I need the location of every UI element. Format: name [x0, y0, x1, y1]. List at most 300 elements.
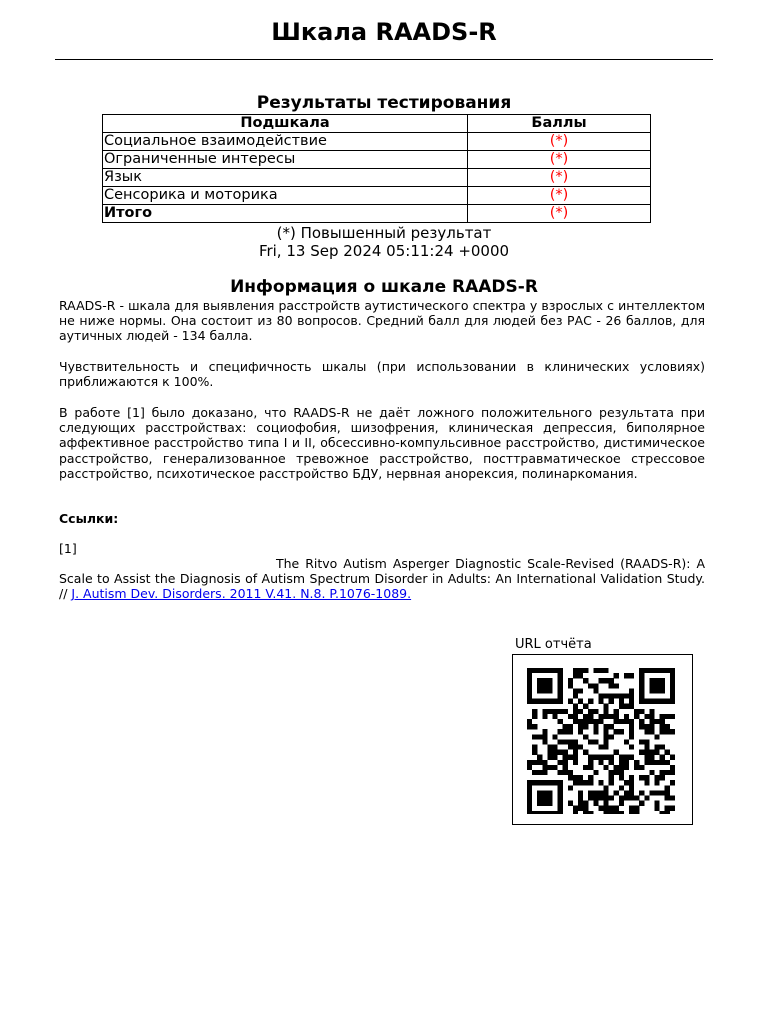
qr-module: [629, 688, 634, 693]
qr-module: [598, 668, 603, 673]
qr-module: [593, 724, 598, 729]
qr-module: [665, 668, 670, 673]
qr-module: [629, 724, 634, 729]
qr-module: [624, 714, 629, 719]
qr-module: [542, 709, 547, 714]
qr-module: [665, 699, 670, 704]
qr-module: [558, 801, 563, 806]
qr-module: [542, 770, 547, 775]
qr-module: [558, 699, 563, 704]
qr-module: [547, 811, 552, 814]
qr-module: [604, 796, 609, 801]
qr-module: [609, 678, 614, 683]
subscale-score: (*): [468, 133, 651, 151]
qr-module: [604, 801, 609, 806]
qr-module: [542, 734, 547, 739]
qr-module: [578, 719, 583, 724]
qr-module: [619, 729, 624, 734]
qr-module: [588, 719, 593, 724]
qr-module: [588, 811, 593, 814]
qr-module: [619, 775, 624, 780]
qr-module: [614, 765, 619, 770]
qr-module: [542, 714, 547, 719]
qr-module: [624, 755, 629, 760]
qr-module: [639, 750, 644, 755]
qr-module: [609, 694, 614, 699]
qr-module: [629, 790, 634, 795]
qr-module: [660, 683, 665, 688]
qr-module: [609, 811, 614, 814]
qr-module: [527, 699, 532, 704]
qr-module: [634, 714, 639, 719]
qr-module: [573, 719, 578, 724]
qr-module: [649, 678, 654, 683]
qr-module: [644, 750, 649, 755]
qr-module: [527, 683, 532, 688]
qr-module: [624, 739, 629, 744]
qr-module: [639, 719, 644, 724]
qr-module: [629, 704, 634, 709]
table-row: [103, 151, 651, 169]
qr-module: [670, 688, 675, 693]
qr-module: [655, 790, 660, 795]
qr-module: [619, 785, 624, 790]
qr-module: [547, 755, 552, 760]
qr-module: [629, 780, 634, 785]
qr-module: [547, 688, 552, 693]
qr-module: [537, 801, 542, 806]
qr-module: [537, 688, 542, 693]
qr-module: [588, 709, 593, 714]
qr-module: [532, 734, 537, 739]
results-table: [102, 114, 651, 223]
qr-module: [604, 734, 609, 739]
subscale-score: (*): [468, 169, 651, 187]
qr-module: [547, 668, 552, 673]
qr-module: [649, 770, 654, 775]
qr-code: [527, 668, 679, 814]
qr-module: [629, 755, 634, 760]
qr-module: [604, 729, 609, 734]
qr-module: [670, 683, 675, 688]
qr-module: [644, 739, 649, 744]
qr-module: [665, 714, 670, 719]
qr-module: [624, 790, 629, 795]
qr-module: [644, 755, 649, 760]
qr-module: [578, 780, 583, 785]
table-header-row: [103, 115, 651, 133]
qr-module: [639, 801, 644, 806]
qr-module: [629, 694, 634, 699]
qr-module: [593, 719, 598, 724]
reference-entry: [59, 556, 705, 602]
qr-module: [537, 780, 542, 785]
qr-module: [624, 765, 629, 770]
qr-module: [649, 729, 654, 734]
qr-module: [573, 760, 578, 765]
table-row: [103, 169, 651, 187]
qr-module: [583, 704, 588, 709]
qr-module: [609, 734, 614, 739]
qr-module: [624, 673, 629, 678]
qr-module: [614, 714, 619, 719]
qr-module: [547, 678, 552, 683]
qr-module: [553, 734, 558, 739]
qr-module: [604, 785, 609, 790]
qr-module: [670, 770, 675, 775]
qr-module: [614, 673, 619, 678]
qr-module: [670, 694, 675, 699]
qr-module: [558, 750, 563, 755]
qr-module: [578, 673, 583, 678]
qr-module: [578, 796, 583, 801]
qr-module: [537, 734, 542, 739]
qr-module: [532, 699, 537, 704]
qr-module: [568, 785, 573, 790]
qr-module: [542, 780, 547, 785]
qr-module: [578, 668, 583, 673]
qr-module: [558, 796, 563, 801]
qr-module: [614, 683, 619, 688]
qr-module: [547, 780, 552, 785]
qr-code-frame: [512, 654, 693, 825]
qr-module: [665, 770, 670, 775]
qr-module: [578, 790, 583, 795]
qr-module: [644, 796, 649, 801]
qr-module: [593, 755, 598, 760]
qr-module: [614, 811, 619, 814]
qr-module: [578, 806, 583, 811]
qr-module: [670, 755, 675, 760]
qr-module: [558, 694, 563, 699]
qr-module: [578, 775, 583, 780]
total-score: (*): [468, 205, 651, 223]
qr-module: [563, 709, 568, 714]
qr-module: [558, 729, 563, 734]
qr-module: [573, 709, 578, 714]
qr-module: [655, 719, 660, 724]
qr-module: [655, 668, 660, 673]
qr-module: [573, 714, 578, 719]
reference-link[interactable]: J. Autism Dev. Disorders. 2011 V.41. N.8. P.1076-1089.: [71, 586, 412, 602]
qr-module: [542, 796, 547, 801]
qr-module: [573, 745, 578, 750]
qr-module: [593, 770, 598, 775]
qr-module: [598, 760, 603, 765]
qr-module: [670, 729, 675, 734]
qr-module: [588, 714, 593, 719]
qr-module: [583, 765, 588, 770]
qr-module: [619, 796, 624, 801]
qr-module: [629, 734, 634, 739]
qr-module: [563, 765, 568, 770]
qr-module: [573, 739, 578, 744]
qr-module: [598, 755, 603, 760]
qr-module: [558, 719, 563, 724]
page-title: Шкала RAADS-R: [271, 18, 497, 46]
qr-module: [532, 724, 537, 729]
qr-module: [558, 760, 563, 765]
subscale-score: (*): [468, 151, 651, 169]
qr-module: [568, 699, 573, 704]
qr-module: [660, 745, 665, 750]
qr-module: [542, 678, 547, 683]
qr-module: [655, 734, 660, 739]
qr-module: [655, 780, 660, 785]
qr-module: [583, 734, 588, 739]
qr-module: [573, 694, 578, 699]
qr-module: [598, 719, 603, 724]
qr-module: [583, 719, 588, 724]
qr-module: [527, 724, 532, 729]
qr-module: [537, 668, 542, 673]
qr-module: [568, 770, 573, 775]
qr-module: [547, 750, 552, 755]
qr-module: [593, 801, 598, 806]
qr-module: [573, 806, 578, 811]
qr-module: [609, 714, 614, 719]
qr-module: [558, 673, 563, 678]
qr-module: [660, 770, 665, 775]
qr-module: [553, 750, 558, 755]
qr-module: [634, 811, 639, 814]
qr-module: [660, 811, 665, 814]
qr-module: [619, 760, 624, 765]
qr-module: [588, 765, 593, 770]
qr-module: [598, 806, 603, 811]
qr-module: [553, 714, 558, 719]
qr-module: [583, 806, 588, 811]
qr-module: [568, 745, 573, 750]
qr-module: [573, 775, 578, 780]
qr-module: [537, 796, 542, 801]
qr-module: [655, 699, 660, 704]
qr-module: [670, 714, 675, 719]
qr-module: [644, 775, 649, 780]
qr-module: [558, 780, 563, 785]
qr-module: [588, 699, 593, 704]
qr-module: [604, 745, 609, 750]
qr-module: [598, 694, 603, 699]
qr-module: [619, 699, 624, 704]
qr-module: [660, 760, 665, 765]
qr-module: [639, 668, 644, 673]
qr-module: [547, 765, 552, 770]
qr-module: [649, 714, 654, 719]
qr-module: [614, 750, 619, 755]
qr-module: [583, 780, 588, 785]
qr-module: [609, 770, 614, 775]
qr-module: [634, 709, 639, 714]
qr-module: [634, 760, 639, 765]
info-heading: Информация о шкале RAADS-R: [230, 277, 538, 297]
qr-module: [527, 673, 532, 678]
qr-module: [660, 724, 665, 729]
qr-module: [629, 729, 634, 734]
qr-module: [542, 688, 547, 693]
qr-module: [578, 724, 583, 729]
qr-module: [547, 709, 552, 714]
table-row: [103, 187, 651, 205]
qr-module: [660, 775, 665, 780]
qr-module: [609, 775, 614, 780]
results-heading: Результаты тестирования: [256, 93, 512, 113]
qr-module: [568, 678, 573, 683]
qr-module: [537, 811, 542, 814]
qr-module: [649, 709, 654, 714]
qr-module: [563, 755, 568, 760]
qr-module: [670, 699, 675, 704]
qr-module: [532, 760, 537, 765]
qr-module: [604, 790, 609, 795]
qr-module: [583, 724, 588, 729]
qr-module: [619, 755, 624, 760]
qr-module: [568, 755, 573, 760]
qr-module: [639, 790, 644, 795]
qr-module: [629, 699, 634, 704]
qr-module: [629, 673, 634, 678]
info-paragraph: RAADS-R - шкала для выявления расстройств аутистического спектра у взрослых с интеллектом не ниже нормы. Она состоит из 80 вопросов. Средний балл для людей без РАС - 26 баллов, для аутичных людей - 134 балла.: [59, 298, 705, 344]
qr-module: [629, 806, 634, 811]
qr-module: [578, 729, 583, 734]
qr-module: [609, 683, 614, 688]
qr-module: [563, 724, 568, 729]
qr-module: [660, 755, 665, 760]
qr-module: [527, 668, 532, 673]
qr-module: [532, 709, 537, 714]
qr-module: [578, 688, 583, 693]
qr-module: [649, 688, 654, 693]
qr-module: [532, 750, 537, 755]
qr-module: [527, 790, 532, 795]
qr-module: [655, 760, 660, 765]
qr-module: [547, 699, 552, 704]
subscale-name: Ограниченные интересы: [103, 151, 468, 169]
qr-module: [614, 729, 619, 734]
qr-module: [583, 801, 588, 806]
qr-module: [639, 775, 644, 780]
qr-module: [609, 755, 614, 760]
qr-module: [558, 790, 563, 795]
qr-module: [527, 796, 532, 801]
qr-module: [553, 668, 558, 673]
qr-module: [604, 806, 609, 811]
info-paragraph: В работе [1] было доказано, что RAADS-R не даёт ложного положительного результата при следующих расстройствах: социофобия, шизофрения, клиническая депрессия, биполярное аффективное расстройство типа I и II, обсессивно-компульсивное расстройство, дистимическое расстройство, генерализованное тревожное расстройство, посттравматическое стрессовое расстройство, психотическое расстройство БДУ, нервная анорексия, полинаркомания.: [59, 405, 705, 481]
qr-module: [527, 694, 532, 699]
qr-module: [644, 714, 649, 719]
qr-module: [588, 760, 593, 765]
qr-module: [527, 780, 532, 785]
qr-module: [634, 806, 639, 811]
qr-module: [593, 729, 598, 734]
qr-module: [588, 775, 593, 780]
qr-module: [598, 699, 603, 704]
qr-module: [568, 801, 573, 806]
qr-module: [568, 683, 573, 688]
qr-module: [665, 811, 670, 814]
qr-module: [558, 785, 563, 790]
qr-module: [542, 765, 547, 770]
qr-module: [558, 770, 563, 775]
qr-module: [604, 765, 609, 770]
qr-module: [588, 790, 593, 795]
qr-module: [563, 760, 568, 765]
qr-module: [619, 704, 624, 709]
qr-module: [619, 694, 624, 699]
qr-module: [660, 719, 665, 724]
qr-module: [573, 755, 578, 760]
qr-module: [553, 699, 558, 704]
qr-module: [593, 683, 598, 688]
qr-module: [619, 765, 624, 770]
qr-module: [609, 780, 614, 785]
qr-module: [588, 739, 593, 744]
qr-module: [629, 775, 634, 780]
qr-module: [604, 704, 609, 709]
qr-module: [609, 806, 614, 811]
qr-module: [665, 790, 670, 795]
qr-module: [537, 770, 542, 775]
qr-module: [655, 683, 660, 688]
qr-module: [619, 770, 624, 775]
qr-module: [655, 678, 660, 683]
qr-module: [593, 668, 598, 673]
qr-module: [593, 739, 598, 744]
reference-text: The Ritvo Autism Asperger Diagnostic Scale-Revised (RAADS-R): A Scale to Assist the Diagnosis of Autism Spectrum Disorder in Adults: An International Validation Study. //: [59, 556, 705, 602]
subscale-name: Социальное взаимодействие: [103, 133, 468, 151]
qr-module: [573, 704, 578, 709]
qr-module: [558, 806, 563, 811]
qr-module: [532, 745, 537, 750]
qr-module: [639, 683, 644, 688]
qr-module: [537, 699, 542, 704]
qr-module: [604, 709, 609, 714]
qr-module: [553, 765, 558, 770]
qr-module: [568, 775, 573, 780]
qr-module: [639, 678, 644, 683]
qr-module: [573, 750, 578, 755]
qr-module: [542, 801, 547, 806]
qr-module: [649, 760, 654, 765]
qr-module: [578, 699, 583, 704]
qr-module: [614, 709, 619, 714]
subscale-name: Сенсорика и моторика: [103, 187, 468, 205]
qr-module: [563, 750, 568, 755]
qr-module: [624, 704, 629, 709]
qr-module: [532, 668, 537, 673]
qr-module: [644, 780, 649, 785]
qr-module: [553, 811, 558, 814]
subscale-name: Язык: [103, 169, 468, 187]
qr-module: [558, 678, 563, 683]
qr-module: [558, 811, 563, 814]
qr-module: [604, 668, 609, 673]
qr-module: [527, 801, 532, 806]
table-row: [103, 133, 651, 151]
qr-module: [660, 790, 665, 795]
qr-module: [563, 770, 568, 775]
qr-module: [649, 724, 654, 729]
qr-module: [619, 811, 624, 814]
qr-module: [593, 796, 598, 801]
qr-module: [649, 755, 654, 760]
qr-module: [670, 780, 675, 785]
qr-module: [614, 770, 619, 775]
qr-module: [665, 760, 670, 765]
qr-module: [537, 678, 542, 683]
qr-module: [542, 668, 547, 673]
qr-module: [624, 780, 629, 785]
